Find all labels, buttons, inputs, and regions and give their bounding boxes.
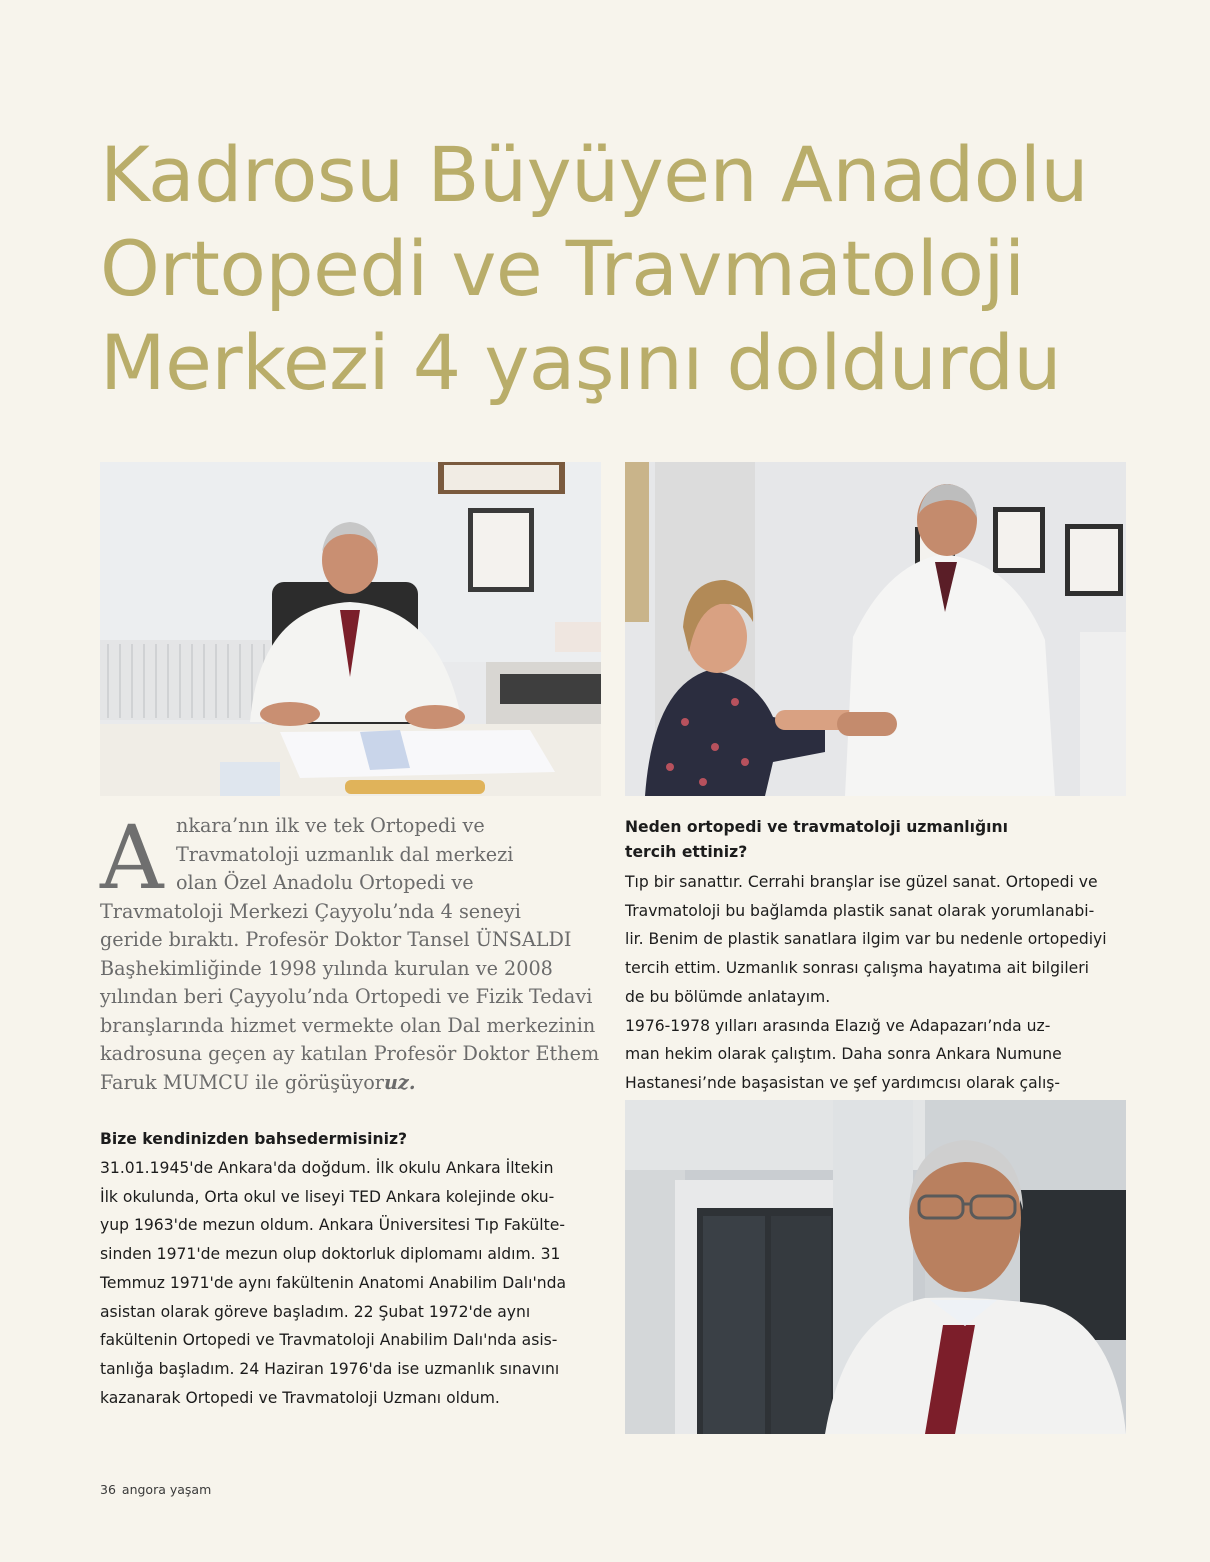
intro-line: branşlarında hizmet vermekte olan Dal merkezinin xyxy=(100,1013,596,1037)
answer-line: İlk okulunda, Orta okul ve liseyi TED Ankara kolejinde oku- xyxy=(100,1187,555,1206)
page-number: 36 xyxy=(100,1482,116,1497)
answer-line: 1976-1978 yılları arasında Elazığ ve Adapazarı’nda uz- xyxy=(625,1016,1051,1035)
intro-line: Travmatoloji uzmanlık dal merkezi xyxy=(176,842,514,866)
answer-line: lir. Benim de plastik sanatlara ilgim var bu nedenle ortopediyi xyxy=(625,930,1107,949)
answer-line: 31.01.1945'de Ankara'da doğdum. İlk okulu Ankara İltekin xyxy=(100,1159,554,1177)
intro-line: olan Özel Anadolu Ortopedi ve xyxy=(176,871,474,894)
answer-line: de bu bölümde anlatayım. xyxy=(625,987,831,1006)
answer-line: tercih ettim. Uzmanlık sonrası çalışma hayatıma ait bilgileri xyxy=(625,959,1090,978)
intro-line: yılından beri Çayyolu’nda Ortopedi ve Fizik Tedavi xyxy=(100,985,593,1008)
answer-line: Temmuz 1971'de aynı fakültenin Anatomi Anabilim Dalı'nda xyxy=(100,1273,567,1292)
title-line: Kadrosu Büyüyen Anadolu xyxy=(100,130,1089,219)
magazine-name: angora yaşam xyxy=(121,1482,212,1497)
answer-line: man hekim olarak çalıştım. Daha sonra Ankara Numune xyxy=(625,1045,1062,1064)
answer-line: tanlığa başladım. 24 Haziran 1976'da ise uzmanlık sınavını xyxy=(100,1359,560,1378)
photo-doctor-portrait xyxy=(625,1100,1126,1434)
intro-last-line xyxy=(100,1069,600,1098)
answer-line: asistan olarak göreve başladım. 22 Şubat 1972'de aynı xyxy=(100,1302,531,1321)
question-heading xyxy=(625,815,1125,865)
article-title xyxy=(100,128,1160,410)
intro-last-line-italic: uz. xyxy=(383,1070,416,1094)
question-heading: Bize kendinizden bahsedermisiniz? xyxy=(100,1130,408,1148)
question-line: tercih ettiniz? xyxy=(625,843,748,861)
answer-line: kazanarak Ortopedi ve Travmatoloji Uzmanı oldum. xyxy=(100,1388,500,1407)
title-line: Merkezi 4 yaşını doldurdu xyxy=(100,318,1062,407)
photo-doctor-at-desk xyxy=(100,462,601,796)
question-line: Neden ortopedi ve travmatoloji uzmanlığını xyxy=(625,818,1008,836)
intro-line: nkara’nın ilk ve tek Ortopedi ve xyxy=(176,814,485,837)
drop-cap: A xyxy=(100,806,164,909)
answer-line: fakültenin Ortopedi ve Travmatoloji Anabilim Dalı'nda asis- xyxy=(100,1331,558,1350)
answer-line: Tıp bir sanattır. Cerrahi branşlar ise güzel sanat. Ortopedi ve xyxy=(625,873,1098,891)
answer-line: Hastanesi’nde başasistan ve şef yardımcısı olarak çalış- xyxy=(625,1073,1061,1092)
intro-line: Travmatoloji Merkezi Çayyolu’nda 4 seneyi xyxy=(100,899,521,923)
answer-line: Travmatoloji bu bağlamda plastik sanat olarak yorumlanabi- xyxy=(625,901,1095,920)
answer-paragraph xyxy=(100,1154,600,1412)
answer-line: sinden 1971'de mezun olup doktorluk diplomamı aldım. 31 xyxy=(100,1245,561,1264)
answer-paragraph xyxy=(625,868,1125,1098)
intro-line: geride bıraktı. Profesör Doktor Tansel ÜNSALDI xyxy=(100,928,572,951)
intro-line: kadrosuna geçen ay katılan Profesör Doktor Ethem xyxy=(100,1042,600,1065)
page-footer xyxy=(100,1482,211,1497)
intro-last-line-text: Faruk MUMCU ile görüşüyor xyxy=(100,1070,384,1094)
intro-paragraph xyxy=(100,806,600,1097)
answer-line: yup 1963'de mezun oldum. Ankara Üniversitesi Tıp Fakülte- xyxy=(100,1216,565,1235)
title-line: Ortopedi ve Travmatoloji xyxy=(100,224,1025,313)
photo-doctor-examining-patient xyxy=(625,462,1126,796)
intro-line: Başhekimliğinde 1998 yılında kurulan ve 2008 xyxy=(100,956,553,980)
